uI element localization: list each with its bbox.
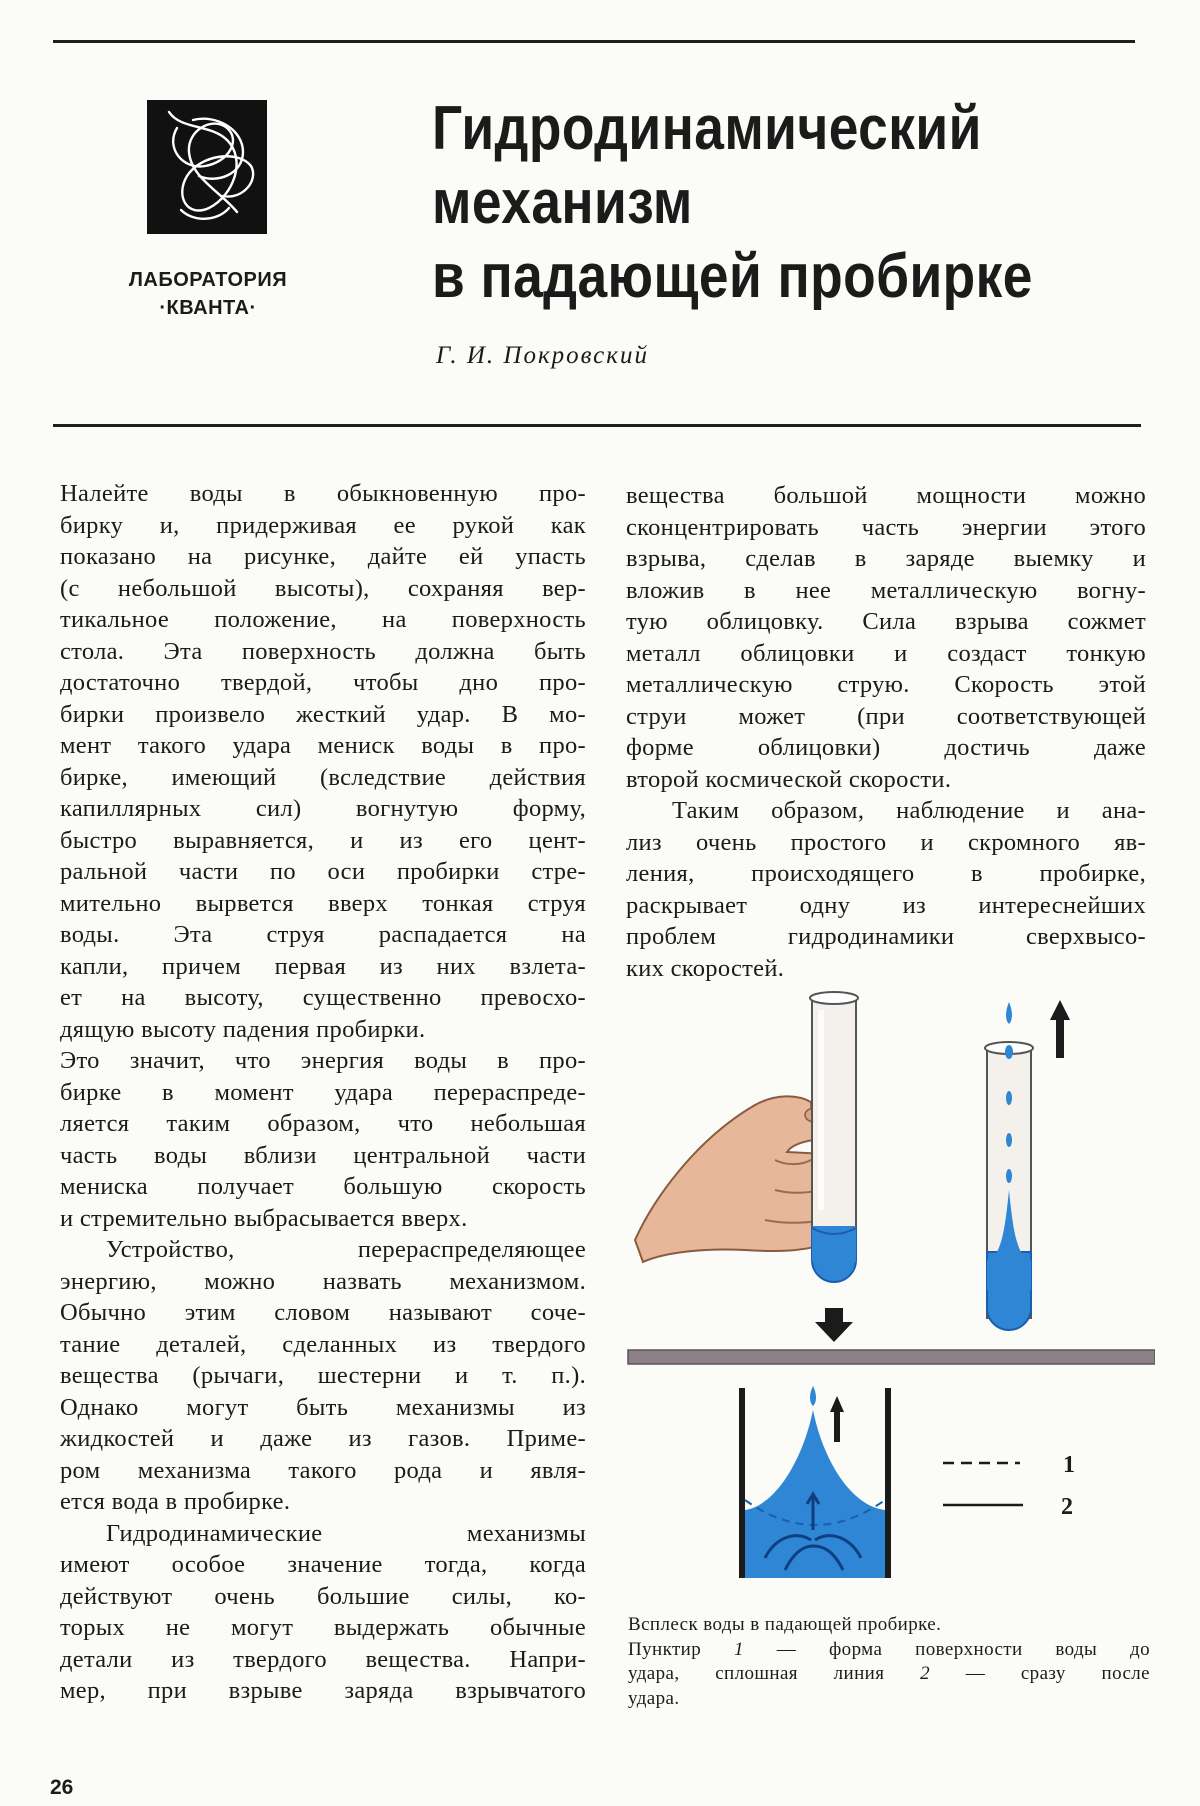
text-line: вещества большой мощности можно <box>626 482 1146 509</box>
text-line: взрыва, сделав в заряде выемку и <box>626 545 1146 572</box>
text-line: ральной части по оси пробирки стре- <box>60 858 586 885</box>
legend-label-2: 2 <box>1061 1494 1073 1520</box>
text-line: капли, причем первая из них взлета- <box>60 952 586 980</box>
falling-test-tube-figure <box>625 990 1155 1590</box>
text-line: (с небольшой высоты), сохраняя вер- <box>60 574 586 602</box>
text-line: Обычно этим словом называют соче- <box>60 1299 586 1326</box>
text-line: достаточно твердой, чтобы дно про- <box>60 669 586 696</box>
text-line: жидкостей и даже из газов. Приме- <box>60 1425 586 1452</box>
down-arrow-icon <box>815 1308 853 1342</box>
text-line: Таким образом, наблюдение и ана- <box>672 797 1146 824</box>
title-line-3: в падающей пробирке <box>432 242 1033 311</box>
text-line: мент такого удара мениск воды в про- <box>60 732 586 759</box>
text-line: торых не могут выдержать обычные <box>60 1614 586 1641</box>
text-line: раскрывает одну из интереснейших <box>626 891 1146 919</box>
text-line: мительно вырвется вверх тонкая струя <box>60 889 586 917</box>
text-line: действуют очень большие силы, ко- <box>60 1582 586 1610</box>
text-line: часть воды вблизи центральной части <box>60 1141 586 1169</box>
text-line: и стремительно выбрасывается вверх. <box>60 1204 468 1232</box>
text-line: Гидродинамические механизмы <box>106 1519 586 1547</box>
page-number: 26 <box>50 1776 74 1799</box>
section-label-line1: ЛАБОРАТОРИЯ <box>128 269 288 291</box>
caption-line-4: удара. <box>628 1687 680 1709</box>
text-line: ром механизма такого рода и явля- <box>60 1456 586 1484</box>
text-line: Налейте воды в обыкновенную про- <box>60 480 586 507</box>
title-line-1: Гидродинамический <box>432 94 982 163</box>
text-line: второй космической скорости. <box>626 765 952 793</box>
text-line: вложив в нее металлическую вогну- <box>626 576 1146 604</box>
text-line: стола. Эта поверхность должна быть <box>60 637 586 665</box>
text-line: мер, при взрыве заряда взрывчатого <box>60 1677 586 1704</box>
author-name: Г. И. Покровский <box>436 342 649 369</box>
text-line: вещества (рычаги, шестерни и т. п.). <box>60 1362 586 1389</box>
text-line: Устройство, перераспределяющее <box>106 1236 586 1263</box>
text-line: бирку и, придерживая ее рукой как <box>60 511 586 539</box>
up-arrow-icon <box>1050 1000 1070 1058</box>
table-surface <box>628 1350 1155 1364</box>
text-line: ляется таким образом, что небольшая <box>60 1110 586 1137</box>
text-line: металлическую струю. Скорость этой <box>626 671 1146 698</box>
text-line: сконцентрировать часть энергии этого <box>626 513 1146 541</box>
text-line: ет на высоту, существенно превосхо- <box>60 984 586 1011</box>
legend-label-1: 1 <box>1063 1452 1075 1478</box>
text-line: Однако могут быть механизмы из <box>60 1393 586 1421</box>
text-line: бирки произвело жесткий удар. В мо- <box>60 700 586 728</box>
text-line: бирке в момент удара перераспреде- <box>60 1078 586 1106</box>
text-line: тикальное положение, на поверхность <box>60 606 586 633</box>
swirl-emblem-icon <box>147 100 267 234</box>
text-line: мениска получает большую скорость <box>60 1173 586 1200</box>
caption-line-1: Всплеск воды в падающей пробирке. <box>628 1614 942 1635</box>
section-label <box>105 266 311 322</box>
text-line: энергию, можно назвать механизмом. <box>60 1267 586 1295</box>
top-rule <box>53 40 1135 43</box>
text-line: показано на рисунке, дайте ей упасть <box>60 543 586 570</box>
tube-cross-section <box>739 1386 891 1578</box>
text-line: лиз очень простого и скромного яв- <box>626 828 1146 856</box>
text-line: форме облицовки) достичь даже <box>626 734 1146 761</box>
text-line: имеют особое значение тогда, когда <box>60 1551 586 1578</box>
text-line: дящую высоту падения пробирки. <box>60 1015 426 1043</box>
caption-line-2: Пунктир 1 — форма поверхности воды до <box>628 1638 1151 1660</box>
text-line: струи может (при соответствующей <box>626 702 1146 730</box>
text-line: проблем гидродинамики сверхвысо- <box>626 923 1146 950</box>
text-line: детали из твердого вещества. Напри- <box>60 1645 586 1673</box>
section-up-arrow-icon <box>830 1396 844 1442</box>
text-column-left <box>60 478 586 1707</box>
text-line: ления, происходящего в пробирке, <box>626 860 1146 887</box>
test-tube-landed <box>985 1002 1033 1330</box>
section-label-line2: ·КВАНТА· <box>159 297 257 319</box>
text-line: ких скоростей. <box>626 954 785 982</box>
text-line: капиллярных сил) вогнутую форму, <box>60 795 586 822</box>
header-rule <box>53 424 1141 427</box>
text-line: бирке, имеющий (вследствие действия <box>60 763 586 791</box>
article-title <box>432 92 1034 314</box>
text-line: Это значит, что энергия воды в про- <box>60 1047 586 1074</box>
text-line: быстро выравняется, и из его цент- <box>60 826 586 854</box>
text-line: металл облицовки и создаст тонкую <box>626 639 1146 667</box>
title-line-2: механизм <box>432 168 693 237</box>
text-line: тание деталей, сделанных из твердого <box>60 1330 586 1358</box>
caption-line-3: удара, сплошная линия 2 — сразу после <box>628 1663 1151 1684</box>
text-line: воды. Эта струя распадается на <box>60 921 586 948</box>
figure-caption <box>628 1613 1150 1711</box>
test-tube-held <box>810 992 858 1282</box>
text-column-right <box>626 480 1146 984</box>
text-line: тую облицовку. Сила взрыва сожмет <box>626 608 1146 635</box>
kvant-lab-logo <box>147 100 267 234</box>
text-line: ется вода в пробирке. <box>60 1488 291 1515</box>
